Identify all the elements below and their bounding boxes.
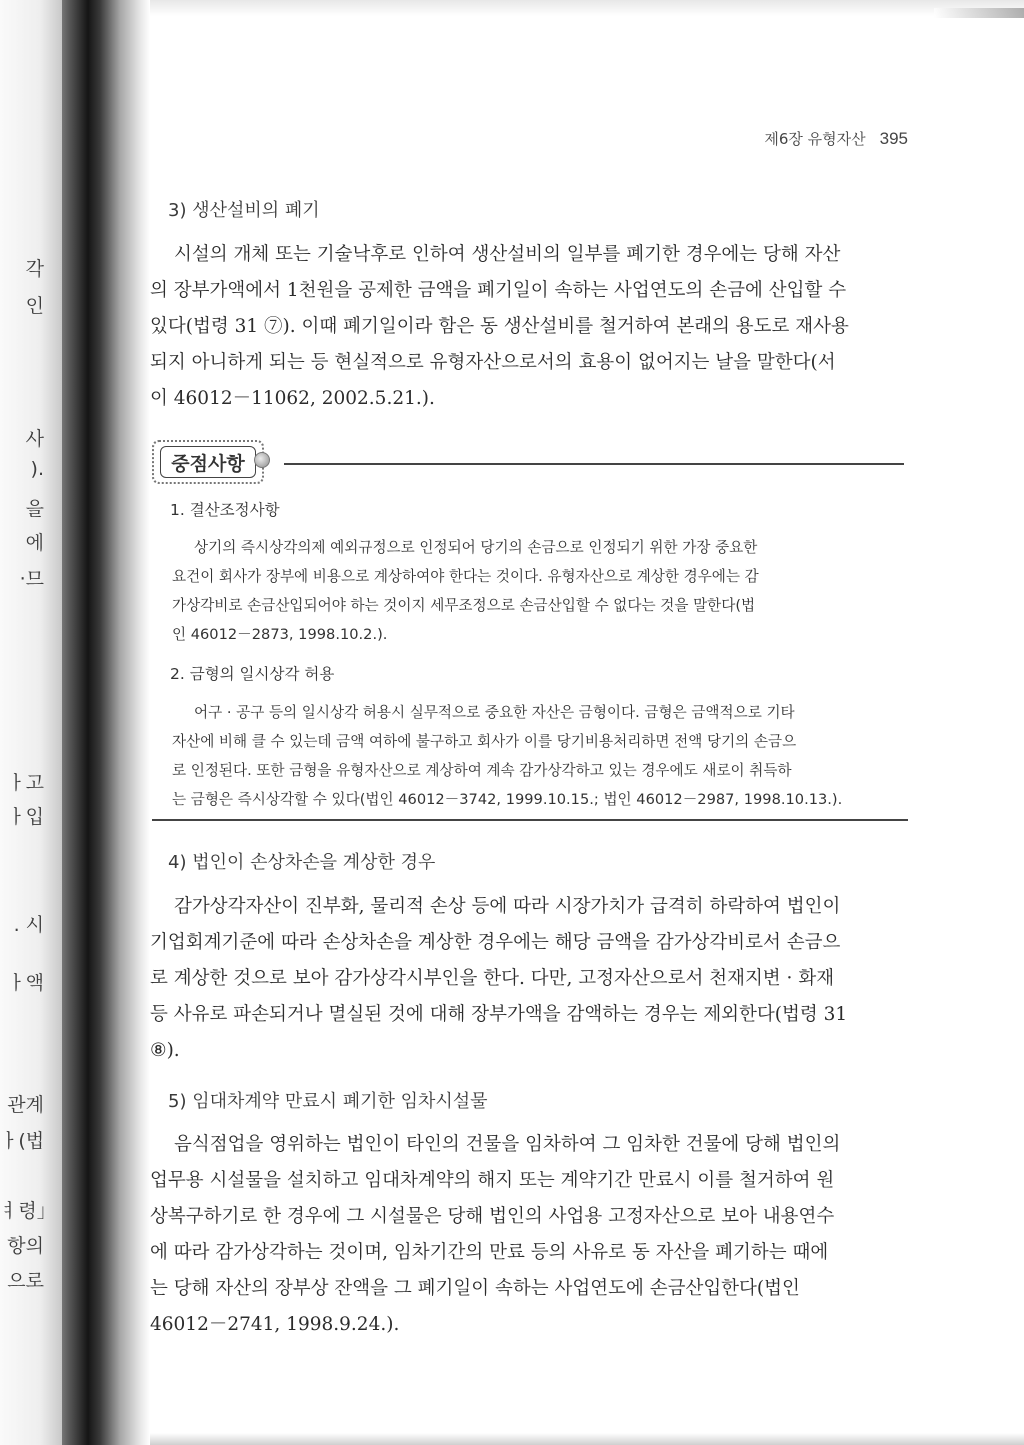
note-item-title: 1. 결산조정사항 xyxy=(170,501,280,519)
page-bottom-edge xyxy=(150,1433,1024,1445)
paragraph-line: 음식점업을 영위하는 법인이 타인의 건물을 임차하여 그 임차한 건물에 당해 법인의 xyxy=(174,1134,841,1155)
page-number: 395 xyxy=(879,129,908,148)
key-points-title: 중점사항 xyxy=(160,446,256,478)
left-page-fragment: 관계 xyxy=(7,1094,44,1116)
note-line: 는 금형은 즉시상각할 수 있다(법인 46012－3742, 1999.10.15.; 법인 46012－2987, 1998.10.13.). xyxy=(172,791,843,808)
note-line: 로 인정된다. 또한 금형을 유형자산으로 계상하여 계속 감가상각하고 있는 경우에도 새로이 취득하 xyxy=(172,762,792,779)
paragraph-line: 있다(법령 31 ⑦). 이때 폐기일이라 함은 동 생산설비를 철거하여 본래의 용도로 재사용 xyxy=(150,316,849,337)
paragraph-line: 46012－2741, 1998.9.24.). xyxy=(150,1314,400,1335)
paragraph-line: 등 사유로 파손되거나 멸실된 것에 대해 장부가액을 감액하는 경우는 제외한다(법령 31 xyxy=(150,1004,848,1025)
paragraph-line: 되지 아니하게 되는 등 현실적으로 유형자산으로서의 효용이 없어지는 날을 말한다(서 xyxy=(150,352,836,373)
left-page-fragment: 을 xyxy=(25,498,44,520)
left-page-edge xyxy=(0,0,62,1445)
paragraph-line: 상복구하기로 한 경우에 그 시설물은 당해 법인의 사업용 고정자산으로 보아 내용연수 xyxy=(150,1206,835,1227)
left-page-fragment: ㅏ액 xyxy=(7,972,44,994)
paragraph-line: 이 46012－11062, 2002.5.21.). xyxy=(150,388,435,409)
paragraph-line: 로 계상한 것으로 보아 감가상각시부인을 한다. 다만, 고정자산으로서 천재지변 · 화재 xyxy=(150,968,835,989)
section-heading: 3) 생산설비의 폐기 xyxy=(168,200,320,221)
paragraph-line: 업무용 시설물을 설치하고 임대차계약의 해지 또는 계약기간 만료시 이를 철거하여 원 xyxy=(150,1170,835,1191)
key-points-badge xyxy=(152,440,264,484)
chapter-title: 제6장 유형자산 xyxy=(764,130,866,148)
paragraph-line: 시설의 개체 또는 기술낙후로 인하여 생산설비의 일부를 폐기한 경우에는 당해 자산 xyxy=(174,244,841,265)
left-page-fragment: ㅏ(법 xyxy=(0,1130,45,1152)
left-page-fragment: 인 xyxy=(25,295,44,317)
left-page-fragment: 사 xyxy=(25,428,44,450)
left-page-fragment: ·므 xyxy=(19,568,44,590)
paragraph-line: 에 따라 감가상각하는 것이며, 임차기간의 만료 등의 사유로 동 자산을 폐기하는 때에 xyxy=(150,1242,829,1263)
scan-corner-shadow xyxy=(934,8,1024,18)
section-heading: 5) 임대차계약 만료시 폐기한 임차시설물 xyxy=(168,1091,488,1112)
left-page-fragment: ㅏ입 xyxy=(7,806,44,828)
left-page-fragment: 에 xyxy=(25,532,44,554)
paragraph-line: 는 당해 자산의 장부상 잔액을 그 폐기일이 속하는 사업연도에 손금산입한다(법인 xyxy=(150,1278,800,1299)
note-line: 인 46012－2873, 1998.10.2.). xyxy=(172,626,388,643)
left-page-fragment: 으로 xyxy=(7,1270,44,1292)
paragraph-line: ⑧). xyxy=(150,1040,180,1061)
running-header xyxy=(764,128,908,149)
left-page-fragment: 각 xyxy=(25,258,44,280)
left-page-fragment: ㅕ령」 xyxy=(0,1200,56,1222)
note-line: 상기의 즉시상각의제 예외규정으로 인정되어 당기의 손금으로 인정되기 위한 가장 중요한 xyxy=(194,539,758,556)
paragraph-line: 기업회계기준에 따라 손상차손을 계상한 경우에는 해당 금액을 감가상각비로서 손금으 xyxy=(150,932,841,953)
left-page-fragment: ). xyxy=(30,458,44,480)
left-page-fragment: 항의 xyxy=(7,1235,44,1257)
divider xyxy=(284,463,904,465)
note-line: 가상각비로 손금산입되어야 하는 것이지 세무조정으로 손금산입할 수 없다는 것을 말한다(법 xyxy=(172,597,756,614)
paragraph-line: 의 장부가액에서 1천원을 공제한 금액을 폐기일이 속하는 사업연도의 손금에 산입할 수 xyxy=(150,280,847,301)
note-line: 자산에 비해 클 수 있는데 금액 여하에 불구하고 회사가 이를 당기비용처리하면 전액 당기의 손금으 xyxy=(172,733,797,750)
note-item-title: 2. 금형의 일시상각 허용 xyxy=(170,665,335,683)
left-page-fragment: . 시 xyxy=(13,914,44,936)
scan-top-shadow xyxy=(0,0,1024,16)
bullet-icon xyxy=(254,452,270,468)
note-line: 어구 · 공구 등의 일시상각 허용시 실무적으로 중요한 자산은 금형이다. 금형은 금액적으로 기타 xyxy=(194,704,795,721)
paragraph-line: 감가상각자산이 진부화, 물리적 손상 등에 따라 시장가치가 급격히 하락하여 법인이 xyxy=(174,896,841,917)
section-heading: 4) 법인이 손상차손을 계상한 경우 xyxy=(168,852,436,873)
note-line: 요건이 회사가 장부에 비용으로 계상하여야 한다는 것이다. 유형자산으로 계상한 경우에는 감 xyxy=(172,568,759,585)
divider xyxy=(152,819,908,821)
left-page-fragment: ㅏ고 xyxy=(7,772,44,794)
